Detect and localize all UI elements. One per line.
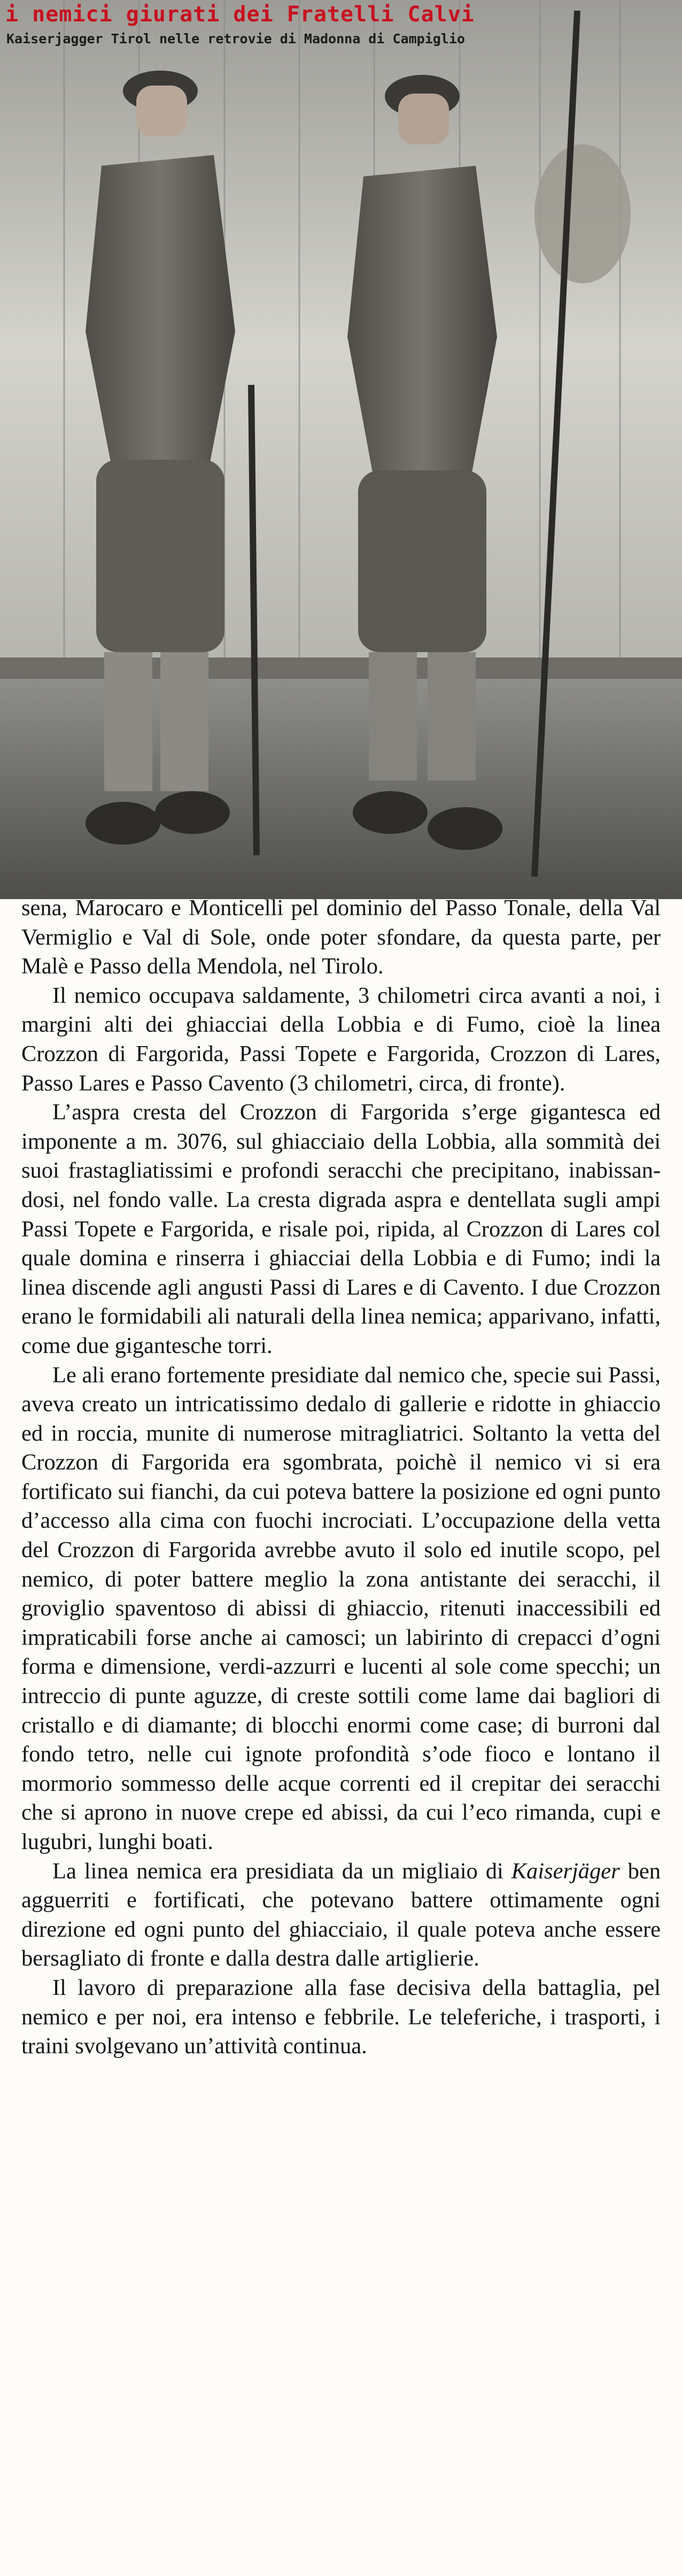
- paragraph-5: [21, 1857, 661, 1974]
- paragraph-6: Il lavoro di preparazione alla fase decisiva della battaglia, pel nemico e per noi, era intenso e febbrile. Le teleferiche, i trasporti, i traini svolgevano un’attività continua.: [21, 1975, 661, 2059]
- photo-caption-subtitle: Kaiserjagger Tirol nelle retrovie di Madonna di Campiglio: [6, 31, 465, 47]
- paragraph-5-before: La linea nemica era presidiata da un migliaio di: [52, 1858, 511, 1884]
- photo-caption-title: i nemici giurati dei Fratelli Calvi: [5, 2, 475, 27]
- article-body: [21, 894, 661, 2061]
- photo-illustration: [0, 0, 682, 899]
- paragraph-3: L’aspra cresta del Crozzon di Fargorida s’erge gigantesca ed imponente a m. 3076, sul ghiacciaio della Lobbia, alla sommità dei suoi frastagliatissimi e profondi seracchi che precipitano, inabissandosi, nel fondo valle. La cresta digrada aspra e dentellata sugli ampi Passi Topete e Fargorida, e risale poi, ripida, al Crozzon di Lares col quale domina e rinserra i ghiacciai della Lobbia e di Fumo; indi la linea discende agli angusti Passi di Lares e di Cavento. I due Crozzon erano le formidabili ali naturali della linea nemica; apparivano, infatti, come due gigantesche torri.: [21, 1100, 661, 1358]
- paragraph-4: Le ali erano fortemente presidiate dal nemico che, specie sui Passi, aveva creato un intricatissimo dedalo di gallerie e ridotte in ghiaccio ed in roccia, munite di numerose mitragliatrici. Soltanto la vetta del Crozzon di Fargorida era sgombrata, poichè il nemico vi si era fortificato sui fianchi, da cui poteva battere la posizione ed ogni punto d’accesso alla cima con fuochi incrociati. L’occupazione della vetta del Crozzon di Fargorida avrebbe avuto il solo ed inutile scopo, pel nemico, di poter battere meglio la zona antistante dei seracchi, il groviglio spaventoso di abissi di ghiaccio, ritenuti inaccessibili ed impraticabili forse anche ai camosci; un labirinto di crepacci d’ogni forma e dimensione, verdi-azzurri e lucenti al sole come specchi; un intreccio di punte aguzze, di creste sottili come lame dai bagliori di cristallo e di diamante; di blocchi enormi come case; di burroni dal fondo tetro, nelle cui ignote profondità s’ode fioco e lontano il mormorio sommesso delle acque correnti ed il crepitar dei seracchi che si aprono in nuove crepe ed abissi, da cui l’eco rimanda, cupi e lugubri, lunghi boati.: [21, 1362, 661, 1854]
- paragraph-2: Il nemico occupava saldamente, 3 chilometri circa avanti a noi, i margini alti dei ghiacciai della Lobbia e di Fumo, cioè la linea Crozzon di Fargorida, Passi Topete e Fargorida, Crozzon di Lares, Passo Lares e Passo Cavento (3 chilometri, circa, di fronte).: [21, 983, 661, 1096]
- paragraph-5-after: ben agguerriti e fortificati, che potevano battere ottimamente ogni direzione ed ogni punto del ghiacciaio, il quale poteva anche essere bersagliato di fronte e dalla destra dalle artiglierie.: [21, 1858, 661, 1971]
- paragraph-5-italic: Kaiserjäger: [511, 1858, 620, 1884]
- historical-photo: [0, 0, 682, 899]
- paragraph-1: sena, Marocaro e Monticelli pel dominio del Passo Tonale, della Val Vermiglio e Val di Sole, onde poter sfondare, da questa parte, per Malè e Passo della Mendola, nel Tirolo.: [21, 895, 661, 979]
